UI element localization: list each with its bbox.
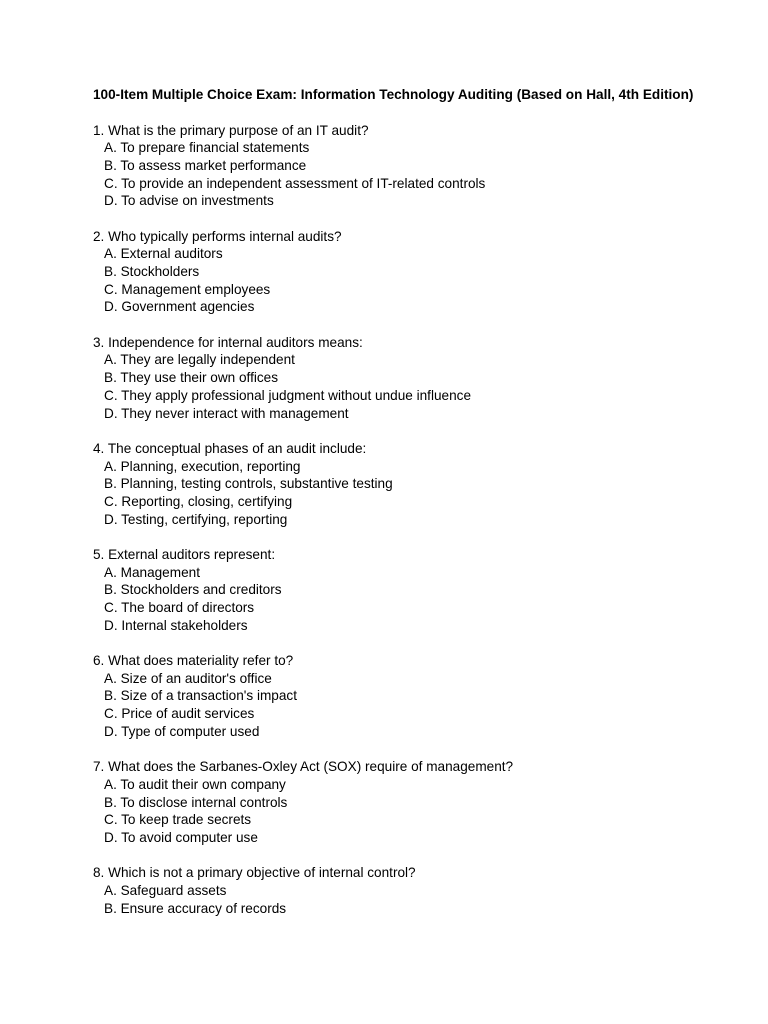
document-title: 100-Item Multiple Choice Exam: Information Technology Auditing (Based on Hall, 4th Edition) <box>93 87 694 102</box>
answer-option: A. To prepare financial statements <box>104 140 310 156</box>
question-text: 8. Which is not a primary objective of internal control? <box>93 865 416 881</box>
question-5 <box>93 546 713 635</box>
question-3 <box>93 334 713 423</box>
question-6 <box>93 652 713 741</box>
answer-option: A. To audit their own company <box>104 776 286 792</box>
question-text: 5. External auditors represent: <box>93 546 276 562</box>
question-2 <box>93 228 713 317</box>
answer-option: D. Testing, certifying, reporting <box>104 511 288 527</box>
answer-option: D. Government agencies <box>104 299 255 315</box>
answer-option: A. Management <box>104 564 200 580</box>
answer-option: C. Price of audit services <box>104 706 255 722</box>
question-text: 6. What does materiality refer to? <box>93 653 294 669</box>
answer-option: B. To disclose internal controls <box>104 794 288 810</box>
question-text: 2. Who typically performs internal audits? <box>93 228 342 244</box>
answer-option: C. To keep trade secrets <box>104 812 252 828</box>
answer-option: D. To avoid computer use <box>104 829 258 845</box>
question-7 <box>93 758 713 847</box>
answer-option: B. Planning, testing controls, substantive testing <box>104 476 393 492</box>
answer-option: B. Stockholders <box>104 264 200 280</box>
answer-option: A. Safeguard assets <box>104 882 227 898</box>
answer-option: A. Size of an auditor's office <box>104 670 272 686</box>
answer-option: D. Internal stakeholders <box>104 617 248 633</box>
answer-option: B. Ensure accuracy of records <box>104 900 287 916</box>
question-text: 1. What is the primary purpose of an IT audit? <box>93 122 369 138</box>
answer-option: C. They apply professional judgment without undue influence <box>104 387 472 403</box>
answer-option: B. Size of a transaction's impact <box>104 688 297 704</box>
question-text: 3. Independence for internal auditors means: <box>93 334 363 350</box>
answer-option: C. Management employees <box>104 281 271 297</box>
answer-option: D. Type of computer used <box>104 723 260 739</box>
question-text: 7. What does the Sarbanes-Oxley Act (SOX) require of management? <box>93 759 514 775</box>
question-8 <box>93 864 713 917</box>
answer-option: B. Stockholders and creditors <box>104 582 282 598</box>
document-page <box>93 86 713 935</box>
question-text: 4. The conceptual phases of an audit include: <box>93 440 367 456</box>
answer-option: A. Planning, execution, reporting <box>104 458 301 474</box>
answer-option: A. External auditors <box>104 246 223 262</box>
answer-option: B. To assess market performance <box>104 157 307 173</box>
question-list <box>93 122 713 918</box>
answer-option: D. To advise on investments <box>104 193 274 209</box>
answer-option: C. The board of directors <box>104 600 255 616</box>
answer-option: D. They never interact with management <box>104 405 349 421</box>
answer-option: B. They use their own offices <box>104 370 279 386</box>
answer-option: A. They are legally independent <box>104 352 295 368</box>
answer-option: C. To provide an independent assessment of IT-related controls <box>104 175 486 191</box>
question-4 <box>93 440 713 529</box>
answer-option: C. Reporting, closing, certifying <box>104 493 293 509</box>
question-1 <box>93 122 713 211</box>
